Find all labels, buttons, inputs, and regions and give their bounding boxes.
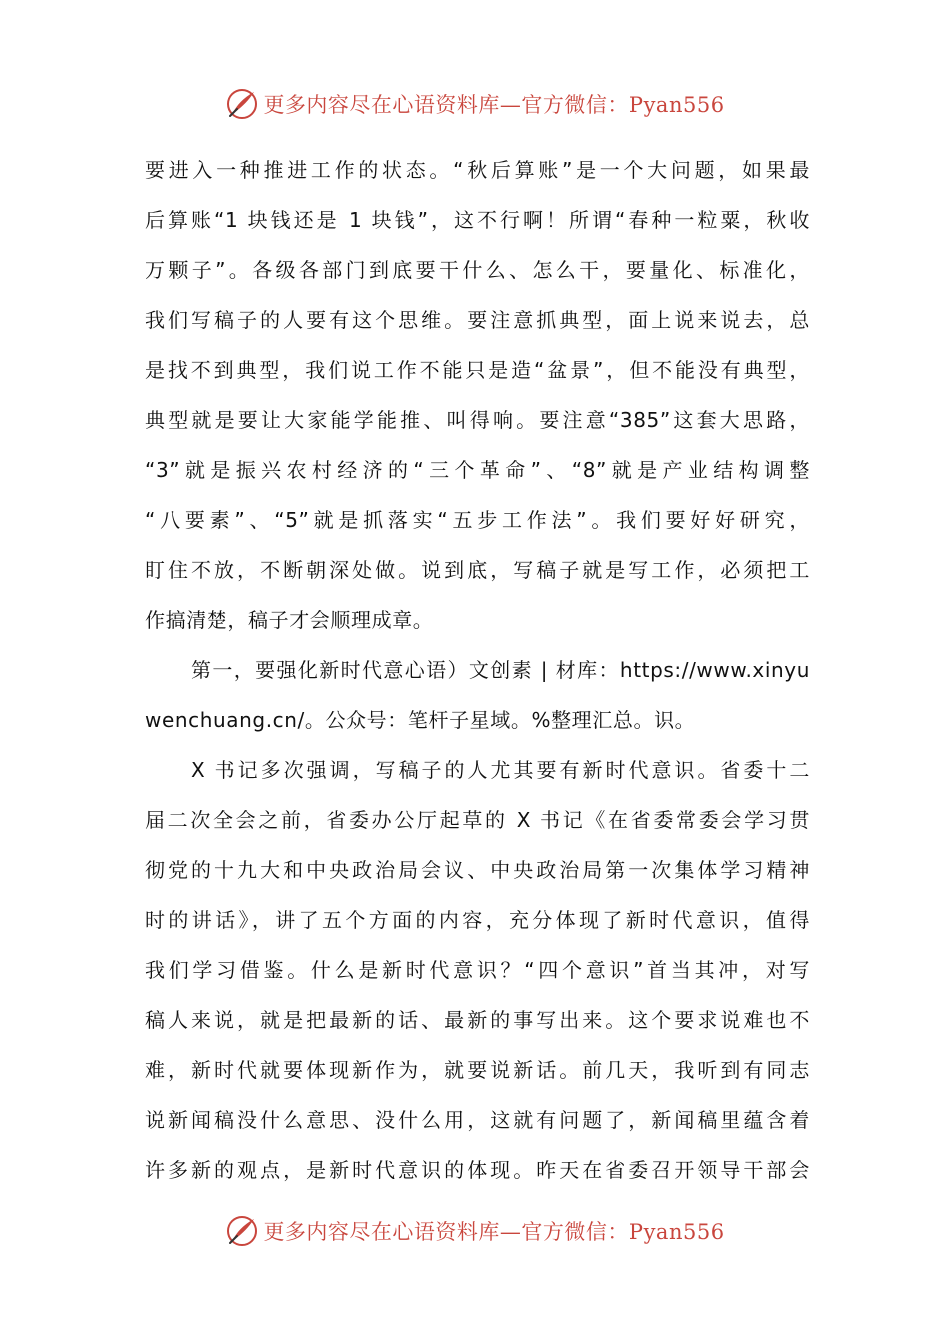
text-line: 时的讲话》，讲了五个方面的内容，充分体现了新时代意识，值得 [145, 908, 810, 932]
feather-pen-logo-icon [225, 1214, 259, 1248]
text-line: 后算账“1 块钱还是 1 块钱”，这不行啊！所谓“春种一粒粟，秋收 [145, 208, 810, 232]
text-line: 彻党的十九大和中央政治局会议、中央政治局第一次集体学习精神 [145, 858, 810, 882]
section-heading-line: wenchuang.cn/。公众号：笔杆子星域。%整理汇总。识。 [145, 708, 696, 732]
header-banner-text: 更多内容尽在心语资料库—官方微信：Pyan556 [263, 93, 725, 117]
section-heading-line: 第一，要强化新时代意心语）文创素 | 材库：https://www.xinyu [191, 658, 810, 682]
text-line: 要进入一种推进工作的状态。“秋后算账”是一个大问题，如果最 [145, 158, 810, 182]
footer-banner-text: 更多内容尽在心语资料库—官方微信：Pyan556 [263, 1220, 725, 1244]
text-line: 典型就是要让大家能学能推、叫得响。要注意“385”这套大思路， [145, 408, 810, 432]
feather-pen-logo-icon [225, 87, 259, 121]
text-line: X 书记多次强调，写稿子的人尤其要有新时代意识。省委十二 [191, 758, 810, 782]
text-line: 说新闻稿没什么意思、没什么用，这就有问题了，新闻稿里蕴含着 [145, 1108, 810, 1132]
text-line: 我们学习借鉴。什么是新时代意识？“四个意识”首当其冲，对写 [145, 958, 810, 982]
text-line: “3”就是振兴农村经济的“三个革命”、“8”就是产业结构调整 [145, 458, 810, 482]
header-banner [0, 84, 950, 124]
text-line: 盯住不放，不断朝深处做。说到底，写稿子就是写工作，必须把工 [145, 558, 810, 582]
text-line: 许多新的观点，是新时代意识的体现。昨天在省委召开领导干部会 [145, 1158, 810, 1182]
text-line: “八要素”、“5”就是抓落实“五步工作法”。我们要好好研究， [145, 508, 810, 532]
text-line: 我们写稿子的人要有这个思维。要注意抓典型，面上说来说去，总 [145, 308, 810, 332]
text-line: 作搞清楚，稿子才会顺理成章。 [145, 608, 434, 632]
document-body [145, 150, 810, 1200]
text-line: 万颗子”。各级各部门到底要干什么、怎么干，要量化、标准化， [145, 258, 810, 282]
text-line: 届二次全会之前，省委办公厅起草的 X 书记《在省委常委会学习贯 [145, 808, 810, 832]
text-line: 是找不到典型，我们说工作不能只是造“盆景”，但不能没有典型， [145, 358, 810, 382]
text-line: 稿人来说，就是把最新的话、最新的事写出来。这个要求说难也不 [145, 1008, 810, 1032]
footer-banner [0, 1211, 950, 1251]
text-line: 难，新时代就要体现新作为，就要说新话。前几天，我听到有同志 [145, 1058, 810, 1082]
